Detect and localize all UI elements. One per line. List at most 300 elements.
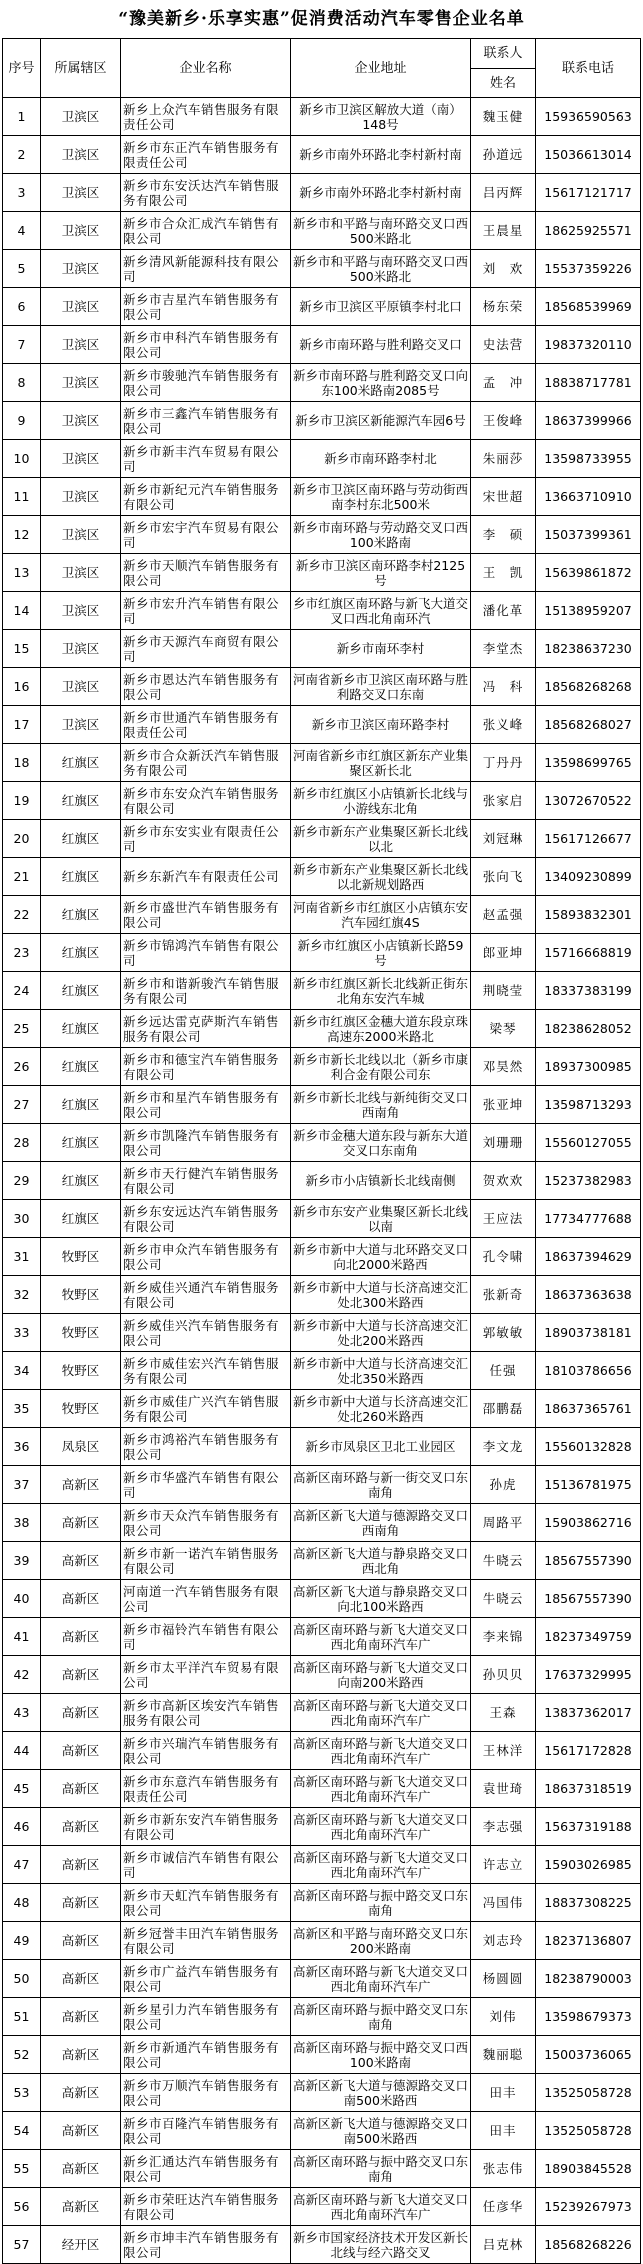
cell-phone: 15037399361: [536, 516, 641, 554]
table-row: [3, 1770, 641, 1808]
cell-phone: 15138959207: [536, 592, 641, 630]
cell-company-name: 新乡汇通达汽车销售服务有限公司: [121, 2150, 291, 2188]
cell-seq: 48: [3, 1884, 41, 1922]
table-row: [3, 2036, 641, 2074]
cell-seq: 25: [3, 1010, 41, 1048]
table-row: [3, 1922, 641, 1960]
cell-seq: 12: [3, 516, 41, 554]
cell-address: 新乡市新中大道与长济高速交汇处北300米路西: [291, 1276, 471, 1314]
cell-phone: 18238790003: [536, 1960, 641, 1998]
cell-district: 高新区: [41, 1656, 121, 1694]
header-contact-bottom: 姓名: [471, 69, 536, 98]
cell-contact-name: 郭敏敏: [471, 1314, 536, 1352]
cell-seq: 43: [3, 1694, 41, 1732]
cell-contact-name: 丁丹丹: [471, 744, 536, 782]
cell-company-name: 新乡市天源汽车商贸有限公司: [121, 630, 291, 668]
cell-contact-name: 孔令啸: [471, 1238, 536, 1276]
table-row: [3, 858, 641, 896]
table-row: [3, 1124, 641, 1162]
cell-phone: 18337383199: [536, 972, 641, 1010]
cell-phone: 15003736065: [536, 2036, 641, 2074]
cell-seq: 38: [3, 1504, 41, 1542]
table-row: [3, 98, 641, 136]
cell-address: 新乡市卫滨区南环路李村2125号: [291, 554, 471, 592]
cell-address: 新乡市卫滨区南环路李村: [291, 706, 471, 744]
cell-phone: 15893832301: [536, 896, 641, 934]
cell-seq: 36: [3, 1428, 41, 1466]
cell-address: 新乡市国家经济技术开发区新长北线与经六路交叉: [291, 2226, 471, 2264]
cell-phone: 15537359226: [536, 250, 641, 288]
cell-seq: 31: [3, 1238, 41, 1276]
cell-address: 新乡市南环李村: [291, 630, 471, 668]
cell-company-name: 新乡市东正汽车销售服务有限责任公司: [121, 136, 291, 174]
cell-seq: 6: [3, 288, 41, 326]
table-row: [3, 1352, 641, 1390]
cell-phone: 18567557390: [536, 1580, 641, 1618]
cell-contact-name: 史法营: [471, 326, 536, 364]
table-row: [3, 2150, 641, 2188]
cell-company-name: 新乡市万顺汽车销售服务有限公司: [121, 2074, 291, 2112]
cell-seq: 37: [3, 1466, 41, 1504]
cell-contact-name: 孙虎: [471, 1466, 536, 1504]
cell-company-name: 新乡市威佳宏兴汽车销售服务有限公司: [121, 1352, 291, 1390]
cell-district: 红旗区: [41, 1086, 121, 1124]
cell-seq: 8: [3, 364, 41, 402]
cell-address: 高新区新飞大道与静泉路交叉口向北100米路西: [291, 1580, 471, 1618]
cell-district: 红旗区: [41, 972, 121, 1010]
cell-district: 牧野区: [41, 1238, 121, 1276]
cell-address: 河南省新乡市卫滨区南环路与胜利路交叉口东南: [291, 668, 471, 706]
cell-address: 高新区南环路与振中路交叉口东南角: [291, 1998, 471, 2036]
cell-company-name: 新乡市华盛汽车销售有限公司: [121, 1466, 291, 1504]
cell-contact-name: 刘伟: [471, 1998, 536, 2036]
cell-seq: 41: [3, 1618, 41, 1656]
cell-address: 高新区南环路与振中路交叉口东南角: [291, 1884, 471, 1922]
cell-contact-name: 吕克林: [471, 2226, 536, 2264]
cell-address: 新乡市红旗区金穗大道东段京珠高速东2000米路北: [291, 1010, 471, 1048]
cell-district: 高新区: [41, 2188, 121, 2226]
cell-address: 新乡市南环路与胜利路交叉口: [291, 326, 471, 364]
cell-seq: 20: [3, 820, 41, 858]
cell-district: 高新区: [41, 1770, 121, 1808]
cell-address: 新乡市卫滨区解放大道（南）148号: [291, 98, 471, 136]
cell-company-name: 新乡市宏升汽车销售有限公司: [121, 592, 291, 630]
cell-address: 高新区南环路与新飞大道交叉口西北角南环汽车广: [291, 1618, 471, 1656]
cell-seq: 33: [3, 1314, 41, 1352]
cell-phone: 17734777688: [536, 1200, 641, 1238]
cell-seq: 11: [3, 478, 41, 516]
cell-district: 高新区: [41, 1960, 121, 1998]
cell-address: 高新区新飞大道与静泉路交叉口西北角: [291, 1542, 471, 1580]
cell-contact-name: 刘冠琳: [471, 820, 536, 858]
cell-contact-name: 王应法: [471, 1200, 536, 1238]
cell-district: 卫滨区: [41, 554, 121, 592]
cell-address: 高新区南环路与新飞大道交叉口西北角南环汽车广: [291, 1808, 471, 1846]
cell-phone: 18568539969: [536, 288, 641, 326]
cell-company-name: 新乡市威佳广兴汽车销售服务有限公司: [121, 1390, 291, 1428]
table-row: [3, 1048, 641, 1086]
cell-seq: 50: [3, 1960, 41, 1998]
cell-district: 红旗区: [41, 744, 121, 782]
cell-company-name: 河南道一汽车销售服务有限公司: [121, 1580, 291, 1618]
cell-company-name: 新乡市高新区埃安汽车销售服务有限公司: [121, 1694, 291, 1732]
table-row: [3, 1656, 641, 1694]
header-address: 企业地址: [291, 39, 471, 98]
cell-contact-name: 刘珊珊: [471, 1124, 536, 1162]
cell-district: 高新区: [41, 2036, 121, 2074]
cell-address: 新乡市新中大道与长济高速交汇处北260米路西: [291, 1390, 471, 1428]
cell-district: 卫滨区: [41, 326, 121, 364]
table-row: [3, 1200, 641, 1238]
table-row: [3, 820, 641, 858]
cell-company-name: 新乡市吉星汽车销售服务有限公司: [121, 288, 291, 326]
cell-company-name: 新乡市东安沃达汽车销售服务有限公司: [121, 174, 291, 212]
cell-district: 高新区: [41, 1732, 121, 1770]
cell-phone: 15617126677: [536, 820, 641, 858]
cell-contact-name: 李来锦: [471, 1618, 536, 1656]
cell-seq: 26: [3, 1048, 41, 1086]
cell-contact-name: 梁琴: [471, 1010, 536, 1048]
cell-company-name: 新乡市和星汽车销售服务有限公司: [121, 1086, 291, 1124]
cell-phone: 17637329995: [536, 1656, 641, 1694]
cell-contact-name: 王晨星: [471, 212, 536, 250]
cell-district: 红旗区: [41, 896, 121, 934]
cell-district: 高新区: [41, 2112, 121, 2150]
header-district: 所属辖区: [41, 39, 121, 98]
cell-address: 新乡市小店镇新长北线南侧: [291, 1162, 471, 1200]
page-title: “豫美新乡·乐享实惠”促消费活动汽车零售企业名单: [118, 9, 525, 29]
cell-company-name: 新乡市新纪元汽车销售服务有限公司: [121, 478, 291, 516]
cell-contact-name: 王俊峰: [471, 402, 536, 440]
cell-phone: 18837308225: [536, 1884, 641, 1922]
cell-address: 高新区南环路与新飞大道交叉口西北角南环汽车广: [291, 1846, 471, 1884]
table-row: [3, 896, 641, 934]
cell-phone: 18238637230: [536, 630, 641, 668]
cell-contact-name: 牛晓云: [471, 1542, 536, 1580]
cell-phone: 18637399966: [536, 402, 641, 440]
table-row: [3, 212, 641, 250]
cell-address: 高新区南环路与振中路交叉口东南角: [291, 2150, 471, 2188]
cell-company-name: 新乡市新东安汽车销售服务有限公司: [121, 1808, 291, 1846]
table-row: [3, 1390, 641, 1428]
cell-address: 新乡市新中大道与长济高速交汇处北350米路西: [291, 1352, 471, 1390]
cell-phone: 13837362017: [536, 1694, 641, 1732]
cell-district: 卫滨区: [41, 288, 121, 326]
cell-address: 新乡市新长北线与新纯街交叉口西南角: [291, 1086, 471, 1124]
cell-company-name: 新乡市凯隆汽车销售服务有限公司: [121, 1124, 291, 1162]
cell-company-name: 新乡市天顺汽车销售服务有限公司: [121, 554, 291, 592]
cell-contact-name: 冯 科: [471, 668, 536, 706]
cell-company-name: 新乡远达雷克萨斯汽车销售服务有限公司: [121, 1010, 291, 1048]
cell-district: 卫滨区: [41, 478, 121, 516]
cell-phone: 15560127055: [536, 1124, 641, 1162]
cell-phone: 18625925571: [536, 212, 641, 250]
cell-seq: 23: [3, 934, 41, 972]
cell-contact-name: 李 硕: [471, 516, 536, 554]
cell-seq: 47: [3, 1846, 41, 1884]
cell-district: 高新区: [41, 2150, 121, 2188]
cell-address: 新乡市金穗大道东段与新东大道交叉口东南角: [291, 1124, 471, 1162]
cell-address: 新乡市卫滨区南环路与劳动街西南李村东北500米: [291, 478, 471, 516]
table-row: [3, 744, 641, 782]
cell-phone: 18237136807: [536, 1922, 641, 1960]
cell-seq: 55: [3, 2150, 41, 2188]
cell-district: 高新区: [41, 1694, 121, 1732]
cell-company-name: 新乡东新汽车有限责任公司: [121, 858, 291, 896]
cell-seq: 4: [3, 212, 41, 250]
cell-address: 河南省新乡市红旗区新东产业集聚区新长北: [291, 744, 471, 782]
cell-contact-name: 刘 欢: [471, 250, 536, 288]
table-row: [3, 2112, 641, 2150]
cell-seq: 51: [3, 1998, 41, 2036]
cell-phone: 15903862716: [536, 1504, 641, 1542]
cell-seq: 56: [3, 2188, 41, 2226]
cell-company-name: 新乡市申众汽车销售服务有限公司: [121, 1238, 291, 1276]
cell-address: 高新区南环路与新飞大道交叉口向南200米路西: [291, 1656, 471, 1694]
cell-company-name: 新乡市坤丰汽车销售服务有限公司: [121, 2226, 291, 2264]
table-row: [3, 136, 641, 174]
cell-seq: 54: [3, 2112, 41, 2150]
cell-contact-name: 荆晓莹: [471, 972, 536, 1010]
table-row: [3, 364, 641, 402]
cell-contact-name: 潘化革: [471, 592, 536, 630]
cell-address: 新乡市和平路与南环路交叉口西500米路北: [291, 212, 471, 250]
cell-phone: 18903738181: [536, 1314, 641, 1352]
cell-seq: 45: [3, 1770, 41, 1808]
cell-address: 新乡市卫滨区新能源汽车园6号: [291, 402, 471, 440]
cell-seq: 10: [3, 440, 41, 478]
cell-contact-name: 田丰: [471, 2112, 536, 2150]
cell-phone: 18567557390: [536, 1542, 641, 1580]
cell-address: 高新区南环路与振中路交叉口西100米路南: [291, 2036, 471, 2074]
cell-district: 牧野区: [41, 1314, 121, 1352]
table-row: [3, 1010, 641, 1048]
cell-phone: 13598679373: [536, 1998, 641, 2036]
cell-district: 高新区: [41, 1504, 121, 1542]
cell-phone: 18937300985: [536, 1048, 641, 1086]
cell-company-name: 新乡市诚信汽车销售有限公司: [121, 1846, 291, 1884]
cell-company-name: 新乡市骏驰汽车销售服务有限公司: [121, 364, 291, 402]
cell-phone: 15036613014: [536, 136, 641, 174]
cell-phone: 13663710910: [536, 478, 641, 516]
cell-seq: 40: [3, 1580, 41, 1618]
cell-district: 卫滨区: [41, 364, 121, 402]
cell-contact-name: 张新奇: [471, 1276, 536, 1314]
cell-address: 新乡市新东产业集聚区新长北线以北新规划路西: [291, 858, 471, 896]
cell-seq: 34: [3, 1352, 41, 1390]
cell-seq: 22: [3, 896, 41, 934]
cell-district: 高新区: [41, 1808, 121, 1846]
table-row: [3, 440, 641, 478]
cell-seq: 21: [3, 858, 41, 896]
table-row: [3, 1086, 641, 1124]
cell-address: 高新区和平路与南环路交叉口东200米路南: [291, 1922, 471, 1960]
cell-phone: 18103786656: [536, 1352, 641, 1390]
cell-contact-name: 张家启: [471, 782, 536, 820]
cell-seq: 32: [3, 1276, 41, 1314]
table-row: [3, 1428, 641, 1466]
cell-company-name: 新乡市天行健汽车销售服务有限公司: [121, 1162, 291, 1200]
table-row: [3, 1732, 641, 1770]
table-row: [3, 1884, 641, 1922]
cell-district: 高新区: [41, 1542, 121, 1580]
cell-district: 高新区: [41, 1998, 121, 2036]
cell-company-name: 新乡市盛世汽车销售服务有限公司: [121, 896, 291, 934]
dealer-table: [2, 38, 641, 2264]
cell-contact-name: 许志立: [471, 1846, 536, 1884]
cell-district: 卫滨区: [41, 136, 121, 174]
cell-district: 红旗区: [41, 1162, 121, 1200]
cell-address: 新乡市东安产业集聚区新长北线以南: [291, 1200, 471, 1238]
table-row: [3, 1276, 641, 1314]
cell-contact-name: 张志伟: [471, 2150, 536, 2188]
table-row: [3, 1580, 641, 1618]
cell-phone: 19837320110: [536, 326, 641, 364]
table-row: [3, 630, 641, 668]
cell-contact-name: 任强: [471, 1352, 536, 1390]
cell-phone: 18568268226: [536, 2226, 641, 2264]
cell-contact-name: 杨东荣: [471, 288, 536, 326]
cell-district: 卫滨区: [41, 630, 121, 668]
cell-phone: 15560132828: [536, 1428, 641, 1466]
cell-district: 卫滨区: [41, 98, 121, 136]
cell-contact-name: 宋世超: [471, 478, 536, 516]
cell-contact-name: 刘志玲: [471, 1922, 536, 1960]
cell-company-name: 新乡市百隆汽车销售服务有限公司: [121, 2112, 291, 2150]
table-row: [3, 1960, 641, 1998]
header-company: 企业名称: [121, 39, 291, 98]
cell-district: 牧野区: [41, 1390, 121, 1428]
cell-seq: 27: [3, 1086, 41, 1124]
table-row: [3, 1998, 641, 2036]
cell-phone: 18237349759: [536, 1618, 641, 1656]
table-row: [3, 1808, 641, 1846]
cell-address: 高新区新飞大道与德源路交叉口南500米路西: [291, 2074, 471, 2112]
cell-district: 红旗区: [41, 820, 121, 858]
cell-contact-name: 邵鹏磊: [471, 1390, 536, 1428]
cell-address: 新乡市红旗区小店镇新长北线与小游线东北角: [291, 782, 471, 820]
cell-address: 高新区南环路与新飞大道交叉口西北角南环汽车广: [291, 1732, 471, 1770]
cell-address: 新乡市新东产业集聚区新长北线以北: [291, 820, 471, 858]
table-row: [3, 1846, 641, 1884]
cell-address: 新乡市南环路李村北: [291, 440, 471, 478]
cell-company-name: 新乡市申科汽车销售服务有限公司: [121, 326, 291, 364]
cell-contact-name: 杨圆圆: [471, 1960, 536, 1998]
cell-company-name: 新乡星引力汽车销售服务有限公司: [121, 1998, 291, 2036]
cell-seq: 42: [3, 1656, 41, 1694]
cell-district: 高新区: [41, 2074, 121, 2112]
cell-address: 高新区新飞大道与德源路交叉口西南角: [291, 1504, 471, 1542]
cell-phone: 13598733955: [536, 440, 641, 478]
cell-company-name: 新乡威佳兴汽车销售服务有限公司: [121, 1314, 291, 1352]
cell-contact-name: 任彦华: [471, 2188, 536, 2226]
cell-address: 新乡市凤泉区卫北工业园区: [291, 1428, 471, 1466]
cell-company-name: 新乡清风新能源科技有限公司: [121, 250, 291, 288]
cell-address: 新乡市南环路与胜利路交叉口向东100米路南2085号: [291, 364, 471, 402]
table-row: [3, 2188, 641, 2226]
cell-phone: 15617172828: [536, 1732, 641, 1770]
table-row: [3, 668, 641, 706]
cell-company-name: 新乡市新丰汽车贸易有限公司: [121, 440, 291, 478]
cell-phone: 15239267973: [536, 2188, 641, 2226]
cell-seq: 1: [3, 98, 41, 136]
cell-company-name: 新乡威佳兴通汽车销售服务有限公司: [121, 1276, 291, 1314]
table-row: [3, 2226, 641, 2264]
cell-contact-name: 贺欢欢: [471, 1162, 536, 1200]
cell-company-name: 新乡市东安众汽车销售服务有限公司: [121, 782, 291, 820]
cell-company-name: 新乡市太平洋汽车贸易有限公司: [121, 1656, 291, 1694]
cell-phone: 15136781975: [536, 1466, 641, 1504]
cell-contact-name: 田丰: [471, 2074, 536, 2112]
cell-phone: 15637319188: [536, 1808, 641, 1846]
cell-phone: 13072670522: [536, 782, 641, 820]
cell-phone: 18637365761: [536, 1390, 641, 1428]
cell-district: 卫滨区: [41, 706, 121, 744]
cell-company-name: 新乡东安远达汽车销售服务有限公司: [121, 1200, 291, 1238]
cell-contact-name: 冯国伟: [471, 1884, 536, 1922]
cell-district: 高新区: [41, 1884, 121, 1922]
cell-phone: 15936590563: [536, 98, 641, 136]
cell-district: 卫滨区: [41, 250, 121, 288]
cell-company-name: 新乡冠誉丰田汽车销售服务有限公司: [121, 1922, 291, 1960]
cell-seq: 19: [3, 782, 41, 820]
table-row: [3, 516, 641, 554]
header-contact-top: 联系人: [471, 39, 536, 69]
cell-contact-name: 赵孟强: [471, 896, 536, 934]
cell-phone: 13598699765: [536, 744, 641, 782]
cell-district: 红旗区: [41, 1124, 121, 1162]
cell-company-name: 新乡市恩达汽车销售服务有限公司: [121, 668, 291, 706]
cell-contact-name: 魏丽聪: [471, 2036, 536, 2074]
cell-contact-name: 孟 冲: [471, 364, 536, 402]
cell-seq: 29: [3, 1162, 41, 1200]
cell-seq: 39: [3, 1542, 41, 1580]
cell-company-name: 新乡市东安实业有限责任公司: [121, 820, 291, 858]
cell-phone: 15617121717: [536, 174, 641, 212]
cell-address: 新乡市新中大道与长济高速交汇处北200米路西: [291, 1314, 471, 1352]
cell-phone: 18637394629: [536, 1238, 641, 1276]
cell-address: 高新区南环路与新飞大道交叉口西北角南环汽车广: [291, 1960, 471, 1998]
table-row: [3, 250, 641, 288]
cell-phone: 13409230899: [536, 858, 641, 896]
table-row: [3, 174, 641, 212]
cell-district: 卫滨区: [41, 592, 121, 630]
table-row: [3, 592, 641, 630]
cell-company-name: 新乡市锦鸿汽车销售有限公司: [121, 934, 291, 972]
cell-district: 卫滨区: [41, 668, 121, 706]
cell-seq: 28: [3, 1124, 41, 1162]
cell-seq: 16: [3, 668, 41, 706]
cell-company-name: 新乡市新一诺汽车销售服务有限公司: [121, 1542, 291, 1580]
cell-district: 卫滨区: [41, 174, 121, 212]
cell-contact-name: 孙道远: [471, 136, 536, 174]
cell-district: 红旗区: [41, 858, 121, 896]
cell-contact-name: 邓昊然: [471, 1048, 536, 1086]
cell-address: 高新区南环路与新飞大道交叉口西北角南环汽车广: [291, 1694, 471, 1732]
cell-seq: 30: [3, 1200, 41, 1238]
cell-seq: 44: [3, 1732, 41, 1770]
cell-address: 新乡市红旗区新长北线新正街东北角东安汽车城: [291, 972, 471, 1010]
cell-district: 卫滨区: [41, 212, 121, 250]
table-row: [3, 934, 641, 972]
cell-seq: 57: [3, 2226, 41, 2264]
cell-phone: 13525058728: [536, 2112, 641, 2150]
cell-address: 高新区南环路与新一街交叉口东南角: [291, 1466, 471, 1504]
cell-seq: 49: [3, 1922, 41, 1960]
cell-district: 卫滨区: [41, 402, 121, 440]
cell-address: 乡市红旗区南环路与新飞大道交叉口西北角南环汽: [291, 592, 471, 630]
table-row: [3, 2074, 641, 2112]
